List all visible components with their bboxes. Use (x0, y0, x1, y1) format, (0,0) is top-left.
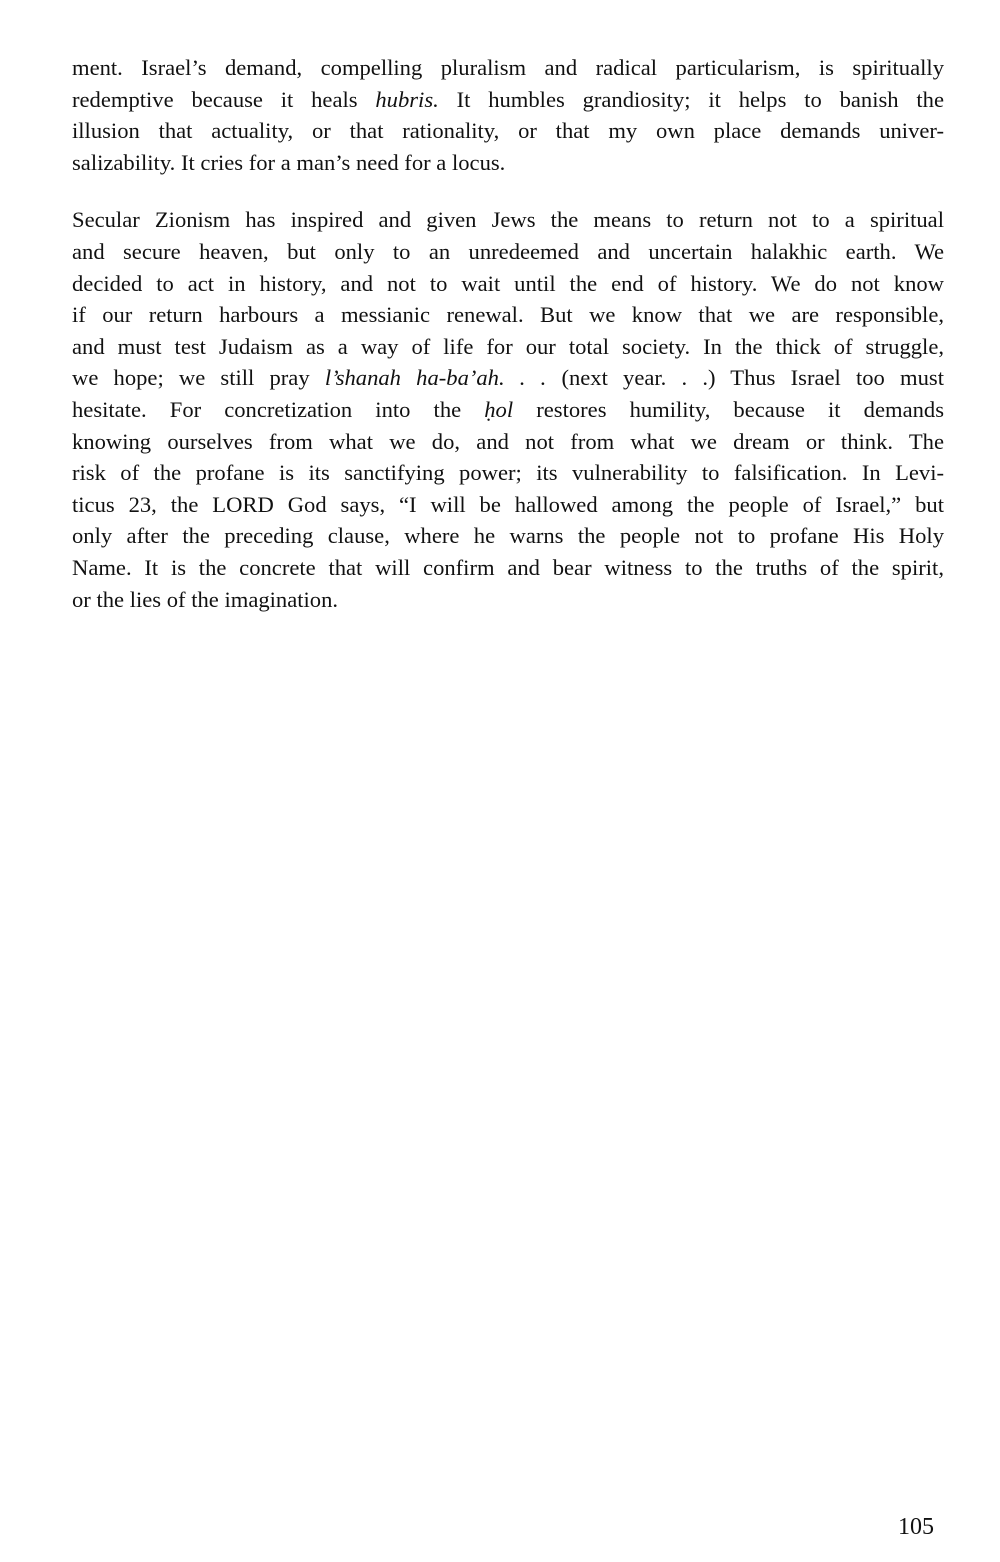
text-line (72, 52, 944, 84)
text-run: knowing ourselves from what we do, and not from what we dream or think. The (72, 428, 944, 454)
text-line (72, 552, 944, 584)
text-line (72, 147, 944, 179)
text-run: only after the preceding clause, where he warns the people not to profane His Holy (72, 523, 944, 549)
italic-text: ḥol (484, 396, 514, 422)
text-run: Name. It is the concrete that will confirm and bear witness to the truths of the spirit, (72, 554, 944, 580)
text-line (72, 394, 944, 426)
text-run: salizability. It cries for a man’s need for a locus. (72, 149, 506, 175)
text-line (72, 204, 944, 236)
italic-text: l’shanah ha-ba’ah. . . (324, 365, 547, 391)
text-run: It humbles grandiosity; it helps to banish the (438, 86, 945, 112)
page-number: 105 (898, 1514, 934, 1540)
text-line (72, 426, 944, 458)
text-line (72, 584, 944, 616)
text-run: restores humility, because it demands (513, 396, 944, 422)
text-run: Secular Zionism has inspired and given Jews the means to return not to a spiritual (72, 207, 944, 233)
text-line (72, 236, 944, 268)
text-run: and must test Judaism as a way of life for our total society. In the thick of struggle, (72, 333, 944, 359)
text-run: and secure heaven, but only to an unredeemed and uncertain halakhic earth. We (72, 238, 944, 264)
paragraph-1 (72, 52, 944, 178)
text-run: if our return harbours a messianic renewal. But we know that we are responsible, (72, 302, 944, 328)
text-line (72, 115, 944, 147)
paragraph-2 (72, 204, 944, 615)
text-run: (next year. . .) Thus Israel too must (546, 365, 944, 391)
text-line (72, 299, 944, 331)
text-line (72, 268, 944, 300)
text-line (72, 331, 944, 363)
text-line (72, 84, 944, 116)
italic-text: hubris. (375, 86, 439, 112)
text-run: redemptive because it heals (72, 86, 376, 112)
text-run: we hope; we still pray (72, 365, 325, 391)
text-run: risk of the profane is its sanctifying power; its vulnerability to falsification. In Levi- (72, 460, 944, 486)
text-run: or the lies of the imagination. (72, 586, 339, 612)
text-line (72, 520, 944, 552)
text-run: hesitate. For concretization into the (72, 396, 485, 422)
text-run: ticus 23, the LORD God says, “I will be hallowed among the people of Israel,” but (72, 491, 944, 517)
text-line (72, 489, 944, 521)
text-run: ment. Israel’s demand, compelling pluralism and radical particularism, is spiritually (72, 55, 944, 80)
text-run: decided to act in history, and not to wait until the end of history. We do not know (72, 270, 944, 296)
text-run: illusion that actuality, or that rationality, or that my own place demands univer- (72, 118, 944, 144)
text-line (72, 457, 944, 489)
text-line (72, 362, 944, 394)
page-body (72, 52, 944, 615)
